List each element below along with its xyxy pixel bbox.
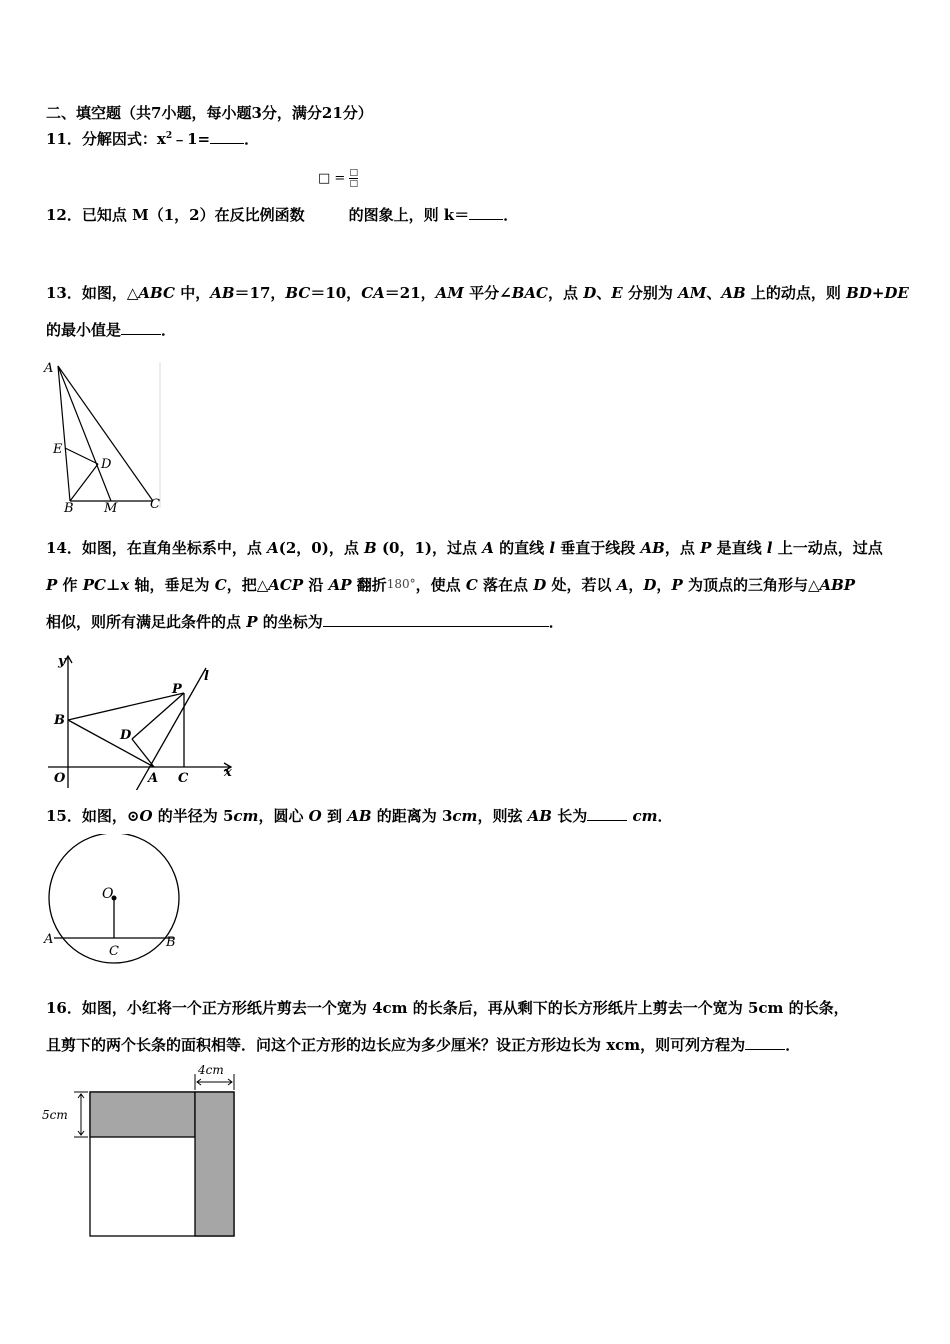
q11-text-a: 分解因式：x <box>81 130 166 148</box>
question-15 <box>46 805 672 826</box>
q14-label-y: y <box>58 654 66 669</box>
q14-l: l <box>549 539 556 557</box>
q14-c: C <box>214 576 227 594</box>
q14-end: ． <box>548 613 564 631</box>
q14-c2: C <box>465 576 478 594</box>
q14-t: ， <box>656 576 672 594</box>
q15-number: 15． <box>46 807 82 825</box>
q11-answer-blank[interactable] <box>210 129 244 144</box>
q14-p2: P <box>46 576 58 594</box>
q14-label-a: A <box>148 771 159 786</box>
q11-number: 11． <box>46 130 82 148</box>
q13-abc: ABC <box>138 284 175 302</box>
q14-t: 轴，垂足为 <box>129 576 215 594</box>
q13-am2: AM <box>678 284 707 302</box>
q14-t: 处，若以 <box>546 576 617 594</box>
q14-answer-blank[interactable] <box>323 612 549 627</box>
q13-bc: BC <box>285 284 311 302</box>
q14-p4: P <box>246 613 258 631</box>
q16-line1: 如图，小红将一个正方形纸片剪去一个宽为 4cm 的长条后，再从剩下的长方形纸片上剪去一个宽为 5cm 的长条， <box>81 999 849 1017</box>
q14-t: 的直线 <box>493 539 550 557</box>
q14-line-pd <box>132 693 184 739</box>
q16-line2: 且剪下的两个长条的面积相等．问这个正方形的边长应为多少厘米？设正方形边长为 xcm，则可列方程为 <box>46 1036 746 1054</box>
q14-t: (0，1)，过点 <box>376 539 483 557</box>
q13-bdde: BD+DE <box>846 284 909 302</box>
q14-label-o: O <box>54 771 66 786</box>
q12-formula-lhs: □ = <box>318 171 350 186</box>
q15-cm2: cm <box>452 807 478 825</box>
q15-answer-blank[interactable] <box>587 806 627 821</box>
q14-label-b: B <box>54 713 65 728</box>
q13-bac: BAC <box>511 284 548 302</box>
q14-t: (2，0)，点 <box>278 539 365 557</box>
q14-a: A <box>267 539 279 557</box>
q13-line-ac <box>58 366 153 501</box>
q13-t: 、 <box>596 284 612 302</box>
q15-t: 如图，⊙ <box>81 807 140 825</box>
q15-end: ． <box>657 807 673 825</box>
q14-b: B <box>364 539 377 557</box>
q13-line-ab <box>58 366 70 501</box>
q14-pc: PC <box>82 576 106 594</box>
q13-e: E <box>611 284 623 302</box>
q13-line2: 的最小值是 <box>46 321 122 339</box>
q16-number: 16． <box>46 999 82 1017</box>
q11-text-b: ﹣1= <box>172 130 211 148</box>
q13-end: ． <box>161 321 177 339</box>
q14-ab: AB <box>640 539 665 557</box>
q14-number: 14． <box>46 539 82 557</box>
q14-t: 垂直于线段 <box>555 539 641 557</box>
q12-formula-num: □ <box>349 168 358 178</box>
q13-label-b: B <box>64 501 74 516</box>
q14-t: 沿 <box>303 576 329 594</box>
q14-p: P <box>700 539 712 557</box>
q12-text-a: 已知点 M（1，2）在反比例函数 <box>81 206 305 224</box>
q13-label-d: D <box>101 457 112 472</box>
q15-cm1: cm <box>233 807 259 825</box>
q12-text-b: 的图象上，则 k＝ <box>348 206 470 224</box>
q13-ab: AB <box>210 284 235 302</box>
section-title: 二、填空题（共7小题，每小题3分，满分21分） <box>46 104 373 122</box>
q15-figure <box>42 834 184 966</box>
q15-t: ，则弦 <box>477 807 528 825</box>
q14-l2: l <box>766 539 773 557</box>
q15-label-c: C <box>109 944 119 959</box>
question-12 <box>46 204 518 225</box>
q14-line3b: 的坐标为 <box>257 613 323 631</box>
q13-ab2: AB <box>721 284 746 302</box>
q13-t: 中， <box>174 284 211 302</box>
q12-formula <box>318 168 358 189</box>
q15-t: 的距离为 3 <box>371 807 453 825</box>
question-11 <box>46 128 259 149</box>
q16-answer-blank[interactable] <box>745 1035 785 1050</box>
q14-x: x <box>120 576 130 594</box>
q12-end: ． <box>503 206 519 224</box>
q13-v3: ＝21， <box>384 284 436 302</box>
q14-t: 为顶点的三角形与△ <box>682 576 820 594</box>
q15-label-o: O <box>102 886 114 902</box>
q14-t: ，点 <box>664 539 701 557</box>
q13-line-am <box>58 366 111 501</box>
q16-strip-4cm <box>195 1092 234 1236</box>
q15-t: 长为 <box>552 807 588 825</box>
q13-label-a: A <box>44 361 54 376</box>
q15-t: 的半径为 5 <box>152 807 234 825</box>
q15-ab2: AB <box>527 807 552 825</box>
q12-formula-den: □ <box>349 179 358 189</box>
q12-answer-blank[interactable] <box>469 205 503 220</box>
q13-am: AM <box>435 284 464 302</box>
q14-d: D <box>533 576 547 594</box>
q14-deg: 180° <box>386 577 416 591</box>
q13-label-e: E <box>53 442 63 457</box>
question-13-line-2 <box>46 319 176 340</box>
q14-label-p: P <box>172 682 182 697</box>
q14-line-bp <box>68 693 184 720</box>
q13-t: 平分∠ <box>463 284 512 302</box>
q13-t: ，点 <box>547 284 584 302</box>
q14-label-d: D <box>120 728 132 743</box>
q15-o: O <box>139 807 153 825</box>
q15-o2: O <box>308 807 322 825</box>
q14-line3a: 相似，则所有满足此条件的点 <box>46 613 247 631</box>
q13-number: 13． <box>46 284 82 302</box>
q13-v1: ＝17， <box>234 284 286 302</box>
question-14 <box>46 537 883 558</box>
q14-t: 上一动点，过点 <box>772 539 883 557</box>
q15-t: 到 <box>321 807 348 825</box>
question-14-line-3 <box>46 611 564 632</box>
q14-t: ，把△ <box>226 576 269 594</box>
q16-end: ． <box>785 1036 801 1054</box>
question-16 <box>46 997 849 1018</box>
q14-line-l <box>136 668 206 790</box>
q13-t: 分别为 <box>622 284 679 302</box>
q15-t: ，圆心 <box>258 807 309 825</box>
question-14-line-2 <box>46 574 855 595</box>
q13-answer-blank[interactable] <box>121 320 161 335</box>
q16-figure <box>40 1062 250 1242</box>
q14-t: ， <box>628 576 644 594</box>
q15-cm3: cm <box>627 807 658 825</box>
q15-ab: AB <box>347 807 372 825</box>
q14-d2: D <box>643 576 657 594</box>
q14-label-l: l <box>204 669 209 684</box>
q13-v2: ＝10， <box>310 284 362 302</box>
q14-label-x: x <box>224 765 232 780</box>
q14-acp: ACP <box>268 576 304 594</box>
q14-ap: AP <box>328 576 352 594</box>
q14-label-c: C <box>178 771 189 786</box>
q14-figure <box>44 650 244 790</box>
q14-t: ，使点 <box>415 576 466 594</box>
q13-t: 上的动点，则 <box>745 284 847 302</box>
q14-t: 如图，在直角坐标系中，点 <box>81 539 268 557</box>
q13-t: 、 <box>706 284 722 302</box>
question-16-line-2 <box>46 1034 800 1055</box>
q11-sup: 2 <box>165 131 173 141</box>
q13-figure <box>42 356 166 516</box>
q14-a2: A <box>482 539 494 557</box>
q14-t: 作 <box>57 576 83 594</box>
q13-t: 如图，△ <box>81 284 139 302</box>
q11-end: ． <box>244 130 260 148</box>
q13-ca: CA <box>361 284 385 302</box>
q14-t: 翻折 <box>351 576 387 594</box>
q13-label-c: C <box>150 497 160 512</box>
q12-number: 12． <box>46 206 82 224</box>
q14-line-ba <box>68 720 154 767</box>
q16-label-5cm: 5cm <box>42 1108 68 1122</box>
q13-d: D <box>583 284 597 302</box>
q14-line-da <box>132 739 154 767</box>
q13-label-m: M <box>104 501 118 516</box>
q15-label-a: A <box>44 932 54 947</box>
q16-label-4cm: 4cm <box>198 1063 224 1077</box>
q14-p3: P <box>671 576 683 594</box>
q16-strip-5cm <box>90 1092 195 1137</box>
q15-label-b: B <box>166 935 176 950</box>
q14-a3: A <box>616 576 629 594</box>
question-13 <box>46 282 909 303</box>
q14-t: 是直线 <box>711 539 767 557</box>
q14-abp: ABP <box>819 576 856 594</box>
q14-t: ⊥ <box>105 576 121 594</box>
q14-t: 落在点 <box>477 576 534 594</box>
q13-line-bd <box>70 464 98 501</box>
